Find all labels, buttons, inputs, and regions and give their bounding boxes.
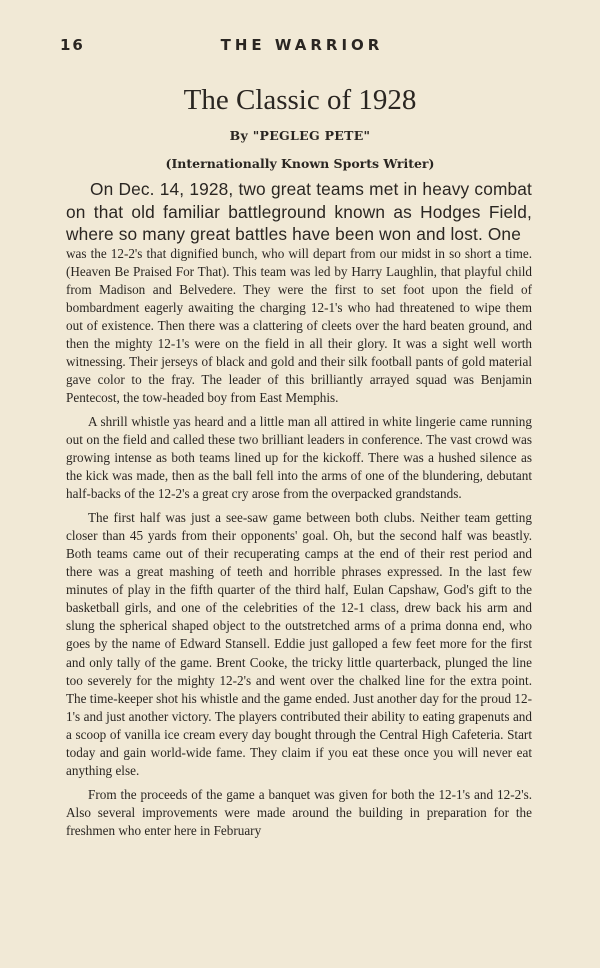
page-header xyxy=(60,36,544,54)
body-paragraph: was the 12-2's that dignified bunch, who will depart from our midst in so short a time. (Heaven Be Praised For That). This team was led by Harry Laughlin, that playful child from Madison and Belvedere. They were the first to set foot upon the field of bombardment eagerly awaiting the charging 12-1's who had threatened to wipe them out of existence. Then there was a clattering of cleets over the hard beaten ground, and then the mighty 12-1's were on the field in all their glory. It was a sight well worth witnessing. Their jerseys of black and gold and their silk football pants of gold material gave color to the fray. The leader of this brilliantly arrayed squad was Benjamin Pentecost, the tow-headed boy from East Memphis. xyxy=(66,245,532,405)
body-paragraph: From the proceeds of the game a banquet was given for both the 12-1's and 12-2's. Also several improvements were made around the building in preparation for the freshmen who enter here in February xyxy=(66,786,532,838)
article-title: The Classic of 1928 xyxy=(183,84,417,116)
author-credit: (Internationally Known Sports Writer) xyxy=(165,156,435,171)
body-paragraph: A shrill whistle yas heard and a little man all attired in white lingerie came running out on the field and called these two brilliant leaders in conference. The vast crowd was growing intense as both teams lined up for the kickoff. There was a hushed silence as the kick was made, then as the ball fell into the arms of one of the blundering, debutant half-backs of the 12-2's a great cry arose from the overpacked grandstands. xyxy=(66,413,532,502)
lead-paragraph: On Dec. 14, 1928, two great teams met in heavy combat on that old familiar battleground known as Hodges Field, where so many great battles have been won and lost. One xyxy=(66,179,532,244)
article-byline: By "PEGLEG PETE" xyxy=(229,128,371,143)
article-body xyxy=(66,178,532,840)
page-number: 16 xyxy=(60,36,85,54)
running-head: THE WARRIOR xyxy=(220,36,384,54)
body-paragraph: The first half was just a see-saw game between both clubs. Neither team getting closer than 45 yards from their opponents' goal. Oh, but the second half was beastly. Both teams came out of their recuperating camps at the end of their rest period and there was a great mashing of teeth and horrible phrases expressed. In the last few minutes of play in the fifth quarter of the third half, Eulan Capshaw, God's gift to the basketball girls, and one of the celebrities of the 12-1 class, drew back his arm and slung the spherical shaped object to the outstretched arms of a prima donna end, who goes by the name of Edward Stansell. Eddie just galloped a few feet more for the first and only tally of the game. Brent Cooke, the tricky little quarterback, plunged the line too severely for the mighty 12-2's and went over the chalked line for the extra point. The time-keeper shot his whistle and the game ended. Just another day for the proud 12-1's and just another victory. The players contributed their ability to eating grapenuts and a scoop of vanilla ice cream every day bought through the Central High Cafeteria. Start today and gain world-wide fame. They claim if you eat these once you will never eat anything else. xyxy=(66,510,532,778)
